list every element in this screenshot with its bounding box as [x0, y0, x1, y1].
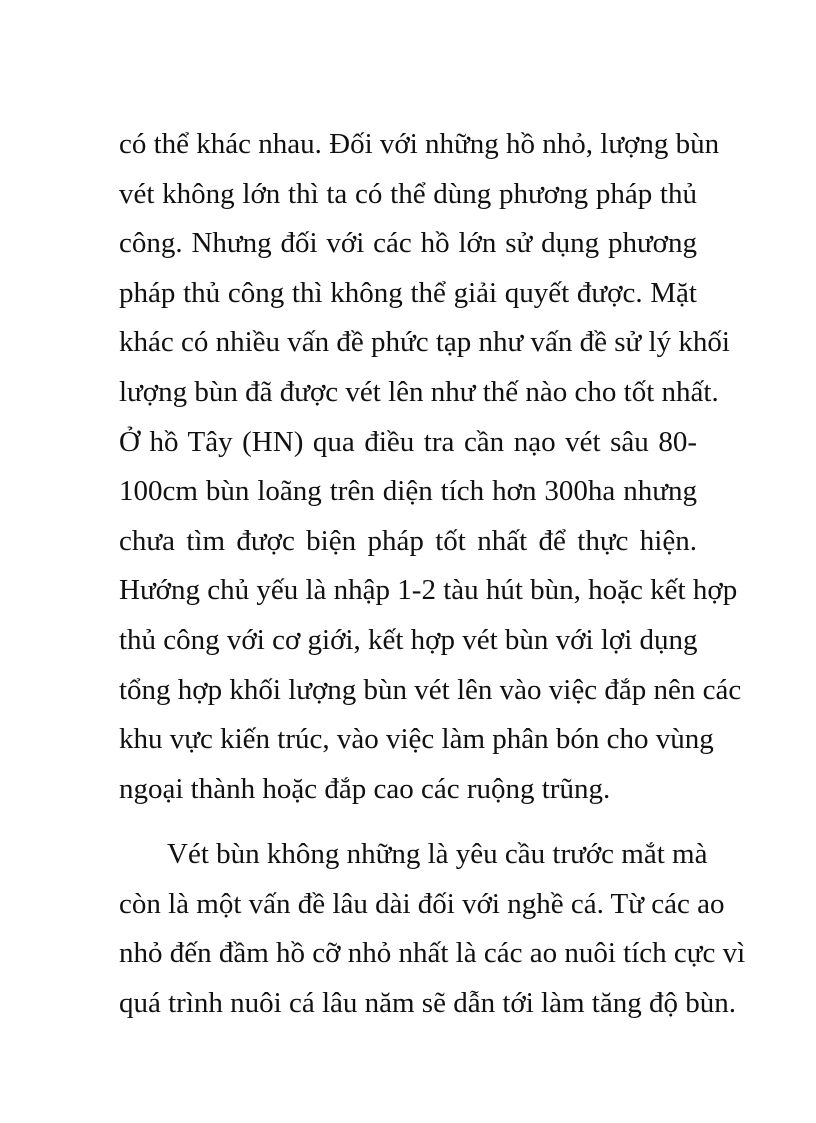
text-line: lượng bùn đã được vét lên như thế nào cho tốt nhất.	[119, 376, 719, 408]
text-line: Hướng chủ yếu là nhập 1-2 tàu hút bùn, hoặc kết hợp	[119, 574, 738, 606]
text-line: vét không lớn thì ta có thể dùng phương pháp thủ	[119, 178, 697, 210]
text-line: công. Nhưng đối với các hồ lớn sử dụng phương	[119, 227, 697, 259]
text-line: 100cm bùn loãng trên diện tích hơn 300ha nhưng	[119, 475, 697, 507]
text-line: Ở hồ Tây (HN) qua điều tra cần nạo vét sâu 80-	[119, 426, 697, 458]
text-line: nhỏ đến đầm hồ cỡ nhỏ nhất là các ao nuôi tích cực vì	[119, 937, 746, 969]
text-line: quá trình nuôi cá lâu năm sẽ dẫn tới làm tăng độ bùn.	[119, 987, 736, 1019]
text-line: chưa tìm được biện pháp tốt nhất để thực hiện.	[119, 525, 697, 557]
text-line: ngoại thành hoặc đắp cao các ruộng trũng.	[119, 773, 611, 805]
text-line: có thể khác nhau. Đối với những hồ nhỏ, lượng bùn	[119, 128, 720, 160]
text-line: khác có nhiều vấn đề phức tạp như vấn đề sử lý khối	[119, 326, 730, 358]
text-line: tổng hợp khối lượng bùn vét lên vào việc đắp nên các	[119, 674, 742, 706]
text-line: thủ công với cơ giới, kết hợp vét bùn với lợi dụng	[119, 624, 698, 656]
text-line: khu vực kiến trúc, vào việc làm phân bón cho vùng	[119, 723, 714, 755]
text-line: Vét bùn không những là yêu cầu trước mắt mà	[167, 838, 708, 870]
text-line: pháp thủ công thì không thể giải quyết được. Mặt	[119, 277, 697, 309]
text-line: còn là một vấn đề lâu dài đối với nghề cá. Từ các ao	[119, 888, 725, 920]
